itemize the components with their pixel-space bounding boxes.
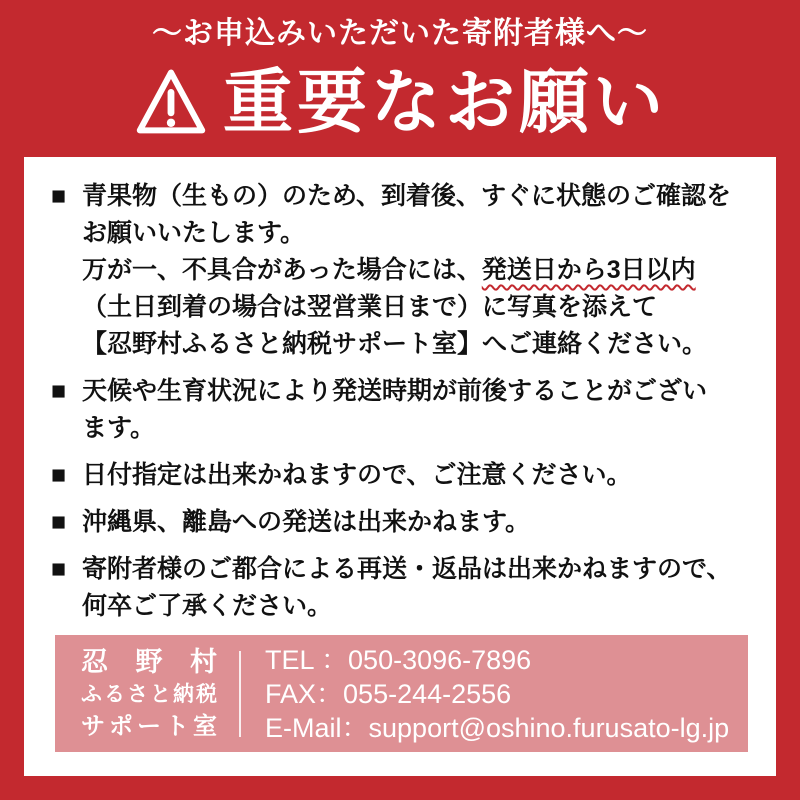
notice-text: 寄附者様のご都合による再送・返品は出来かねますので、 xyxy=(82,555,732,583)
header-title-row xyxy=(0,53,800,151)
office-name-line: ふるさと納税 xyxy=(81,682,217,706)
notice-text: （土日到着の場合は翌営業日まで）に写真を添えて xyxy=(82,293,658,321)
bullet-square-icon: ■ xyxy=(51,508,67,536)
notice-text: 【忍野村ふるさと納税サポート室】へご連絡ください。 xyxy=(82,330,708,358)
notice-item xyxy=(48,551,752,625)
fax-label: FAX： xyxy=(265,678,344,709)
warning-triangle-icon xyxy=(133,65,209,141)
notice-item xyxy=(48,457,752,494)
contact-office-name xyxy=(81,645,217,743)
tel-line xyxy=(265,643,729,677)
vertical-divider xyxy=(239,651,241,737)
notice-item xyxy=(48,373,752,447)
notice-text: 沖縄県、離島への発送は出来かねます。 xyxy=(82,508,531,536)
tel-label: TEL ： xyxy=(265,644,349,675)
office-name-line: 忍野村 xyxy=(81,646,217,677)
emphasis-underlined-text: 発送日から3日以内 xyxy=(481,256,696,284)
notice-line xyxy=(82,504,752,541)
header-subtitle: 〜お申込みいただいた寄附者様へ〜 xyxy=(152,17,648,50)
notice-list xyxy=(48,178,752,625)
contact-channels xyxy=(265,643,729,745)
notice-line xyxy=(82,410,752,447)
notice-line xyxy=(82,326,752,363)
notice-line xyxy=(82,215,752,252)
notice-line xyxy=(82,289,752,326)
notice-text: お願いいたします。 xyxy=(82,219,306,247)
notice-item xyxy=(48,504,752,541)
notice-text: 万が一、不具合があった場合には、 xyxy=(82,256,482,284)
notice-text: ます。 xyxy=(82,414,156,442)
email-line xyxy=(265,711,729,745)
bullet-square-icon: ■ xyxy=(51,182,67,210)
contact-box xyxy=(55,635,748,752)
email-label: E-Mail： xyxy=(265,712,369,743)
header xyxy=(0,0,800,157)
bullet-square-icon: ■ xyxy=(51,461,67,489)
page-title: 重要なお願い xyxy=(223,63,667,141)
notice-line xyxy=(82,457,752,494)
bullet-square-icon: ■ xyxy=(51,555,67,583)
notice-item xyxy=(48,178,752,363)
fax-line xyxy=(265,677,729,711)
notice-line xyxy=(82,373,752,410)
notice-text: 何卒ご了承ください。 xyxy=(82,592,333,620)
notice-line xyxy=(82,588,752,625)
bullet-square-icon: ■ xyxy=(51,377,67,405)
notice-line xyxy=(82,551,752,588)
notice-text: 日付指定は出来かねますので、ご注意ください。 xyxy=(82,461,632,489)
office-name-line: サポート室 xyxy=(81,712,217,740)
notice-text: 天候や生育状況により発送時期が前後することがござい xyxy=(82,377,708,405)
notice-body xyxy=(24,157,776,776)
notice-line xyxy=(82,178,752,215)
notice-line xyxy=(82,252,752,289)
tel-value: 050-3096-7896 xyxy=(348,644,532,675)
notice-text: 青果物（生もの）のため、到着後、すぐに状態のご確認を xyxy=(82,182,732,210)
email-value: support@oshino.furusato-lg.jp xyxy=(368,712,730,743)
fax-value: 055-244-2556 xyxy=(343,678,512,709)
